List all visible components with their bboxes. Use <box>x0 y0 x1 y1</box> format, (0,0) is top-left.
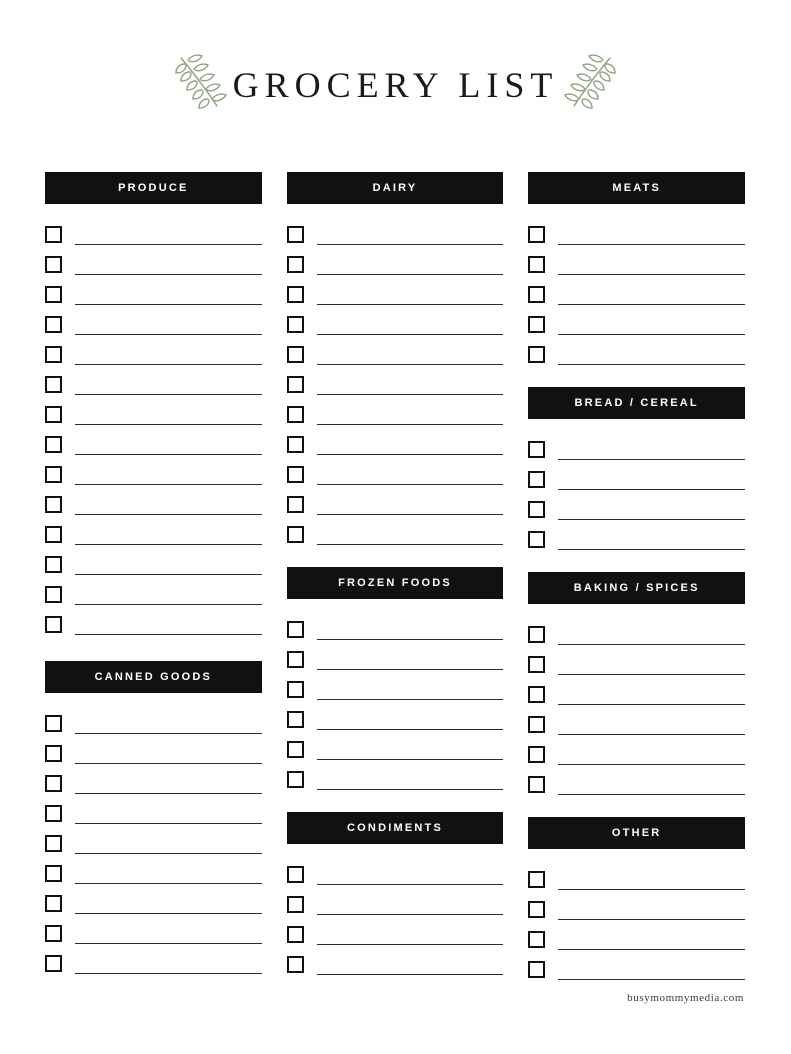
write-in-line-produce-4[interactable] <box>75 315 262 335</box>
rows-other <box>528 860 745 980</box>
write-in-line-produce-3[interactable] <box>75 285 262 305</box>
write-in-line-produce-11[interactable] <box>75 525 262 545</box>
checkbox-frozen-foods-5[interactable] <box>287 741 304 758</box>
list-item <box>45 425 262 455</box>
list-item <box>528 705 745 735</box>
section-bread-cereal <box>528 387 745 550</box>
list-item <box>287 915 504 945</box>
list-item <box>528 275 745 305</box>
section-condiments <box>287 812 504 975</box>
section-header-other: OTHER <box>528 817 745 849</box>
checkbox-canned-goods-4[interactable] <box>45 805 62 822</box>
section-header-produce: PRODUCE <box>45 172 262 204</box>
write-in-line-produce-7[interactable] <box>75 405 262 425</box>
checkbox-canned-goods-5[interactable] <box>45 835 62 852</box>
checkbox-dairy-7[interactable] <box>287 406 304 423</box>
write-in-line-canned-goods-1[interactable] <box>75 714 262 734</box>
list-item <box>528 765 745 795</box>
list-item <box>45 605 262 635</box>
list-item <box>287 760 504 790</box>
list-item <box>287 215 504 245</box>
list-item <box>287 640 504 670</box>
write-in-line-produce-5[interactable] <box>75 345 262 365</box>
list-item <box>528 675 745 705</box>
list-item <box>287 670 504 700</box>
write-in-line-produce-13[interactable] <box>75 585 262 605</box>
checkbox-canned-goods-8[interactable] <box>45 925 62 942</box>
section-baking-spices <box>528 572 745 795</box>
checkbox-bread-cereal-1[interactable] <box>528 441 545 458</box>
write-in-line-canned-goods-7[interactable] <box>75 894 262 914</box>
write-in-line-dairy-3[interactable] <box>317 285 504 305</box>
list-item <box>287 335 504 365</box>
checkbox-frozen-foods-1[interactable] <box>287 621 304 638</box>
checkbox-condiments-2[interactable] <box>287 896 304 913</box>
list-item <box>287 485 504 515</box>
list-item <box>528 245 745 275</box>
write-in-line-produce-8[interactable] <box>75 435 262 455</box>
checkbox-canned-goods-9[interactable] <box>45 955 62 972</box>
list-item <box>45 854 262 884</box>
write-in-line-meats-4[interactable] <box>558 315 745 335</box>
list-column-2 <box>287 172 504 980</box>
checkbox-dairy-6[interactable] <box>287 376 304 393</box>
section-header-condiments: CONDIMENTS <box>287 812 504 844</box>
write-in-line-produce-2[interactable] <box>75 255 262 275</box>
write-in-line-other-1[interactable] <box>558 870 745 890</box>
list-item <box>528 645 745 675</box>
rows-baking-spices <box>528 615 745 795</box>
list-columns <box>45 172 745 980</box>
checkbox-canned-goods-7[interactable] <box>45 895 62 912</box>
list-item <box>287 365 504 395</box>
rows-produce <box>45 215 262 635</box>
checkbox-produce-7[interactable] <box>45 406 62 423</box>
list-item <box>528 615 745 645</box>
write-in-line-dairy-6[interactable] <box>317 375 504 395</box>
list-item <box>287 245 504 275</box>
write-in-line-other-2[interactable] <box>558 900 745 920</box>
list-item <box>45 275 262 305</box>
list-item <box>45 545 262 575</box>
checkbox-produce-13[interactable] <box>45 586 62 603</box>
list-item <box>45 215 262 245</box>
section-header-bread-cereal: BREAD / CEREAL <box>528 387 745 419</box>
write-in-line-dairy-1[interactable] <box>317 225 504 245</box>
section-meats <box>528 172 745 365</box>
checkbox-dairy-3[interactable] <box>287 286 304 303</box>
write-in-line-other-3[interactable] <box>558 930 745 950</box>
list-item <box>45 944 262 974</box>
checkbox-produce-9[interactable] <box>45 466 62 483</box>
section-header-canned-goods: CANNED GOODS <box>45 661 262 693</box>
list-item <box>45 245 262 275</box>
list-item <box>45 794 262 824</box>
write-in-line-baking-spices-3[interactable] <box>558 685 745 705</box>
checkbox-bread-cereal-4[interactable] <box>528 531 545 548</box>
list-item <box>45 734 262 764</box>
write-in-line-bread-cereal-1[interactable] <box>558 440 745 460</box>
checkbox-condiments-1[interactable] <box>287 866 304 883</box>
write-in-line-frozen-foods-1[interactable] <box>317 620 504 640</box>
write-in-line-meats-2[interactable] <box>558 255 745 275</box>
checkbox-dairy-4[interactable] <box>287 316 304 333</box>
checkbox-canned-goods-1[interactable] <box>45 715 62 732</box>
checkbox-other-2[interactable] <box>528 901 545 918</box>
write-in-line-condiments-1[interactable] <box>317 865 504 885</box>
write-in-line-canned-goods-9[interactable] <box>75 954 262 974</box>
write-in-line-meats-5[interactable] <box>558 345 745 365</box>
section-canned-goods <box>45 661 262 974</box>
checkbox-produce-8[interactable] <box>45 436 62 453</box>
checkbox-baking-spices-5[interactable] <box>528 746 545 763</box>
section-produce <box>45 172 262 635</box>
list-item <box>528 490 745 520</box>
section-dairy <box>287 172 504 545</box>
section-other <box>528 817 745 980</box>
rows-frozen-foods <box>287 610 504 790</box>
checkbox-other-1[interactable] <box>528 871 545 888</box>
checkbox-condiments-4[interactable] <box>287 956 304 973</box>
write-in-line-canned-goods-2[interactable] <box>75 744 262 764</box>
write-in-line-produce-1[interactable] <box>75 225 262 245</box>
list-item <box>528 335 745 365</box>
checkbox-meats-5[interactable] <box>528 346 545 363</box>
write-in-line-other-4[interactable] <box>558 960 745 980</box>
list-item <box>528 920 745 950</box>
list-item <box>45 764 262 794</box>
write-in-line-baking-spices-6[interactable] <box>558 775 745 795</box>
list-item <box>287 455 504 485</box>
checkbox-produce-6[interactable] <box>45 376 62 393</box>
checkbox-produce-10[interactable] <box>45 496 62 513</box>
checkbox-dairy-9[interactable] <box>287 466 304 483</box>
write-in-line-frozen-foods-4[interactable] <box>317 710 504 730</box>
rows-condiments <box>287 855 504 975</box>
checkbox-canned-goods-2[interactable] <box>45 745 62 762</box>
rows-dairy <box>287 215 504 545</box>
list-item <box>287 305 504 335</box>
checkbox-produce-5[interactable] <box>45 346 62 363</box>
checkbox-baking-spices-1[interactable] <box>528 626 545 643</box>
write-in-line-produce-6[interactable] <box>75 375 262 395</box>
section-header-meats: MEATS <box>528 172 745 204</box>
list-item <box>45 365 262 395</box>
write-in-line-bread-cereal-4[interactable] <box>558 530 745 550</box>
write-in-line-meats-1[interactable] <box>558 225 745 245</box>
page-title: GROCERY LIST <box>232 65 559 105</box>
rows-meats <box>528 215 745 365</box>
write-in-line-baking-spices-5[interactable] <box>558 745 745 765</box>
write-in-line-condiments-4[interactable] <box>317 955 504 975</box>
write-in-line-dairy-9[interactable] <box>317 465 504 485</box>
list-item <box>45 575 262 605</box>
checkbox-other-4[interactable] <box>528 961 545 978</box>
checkbox-condiments-3[interactable] <box>287 926 304 943</box>
write-in-line-canned-goods-4[interactable] <box>75 804 262 824</box>
section-header-frozen-foods: FROZEN FOODS <box>287 567 504 599</box>
checkbox-produce-2[interactable] <box>45 256 62 273</box>
list-item <box>528 860 745 890</box>
write-in-line-canned-goods-5[interactable] <box>75 834 262 854</box>
checkbox-baking-spices-4[interactable] <box>528 716 545 733</box>
list-item <box>528 950 745 980</box>
write-in-line-produce-14[interactable] <box>75 615 262 635</box>
list-item <box>287 425 504 455</box>
checkbox-meats-4[interactable] <box>528 316 545 333</box>
write-in-line-canned-goods-8[interactable] <box>75 924 262 944</box>
write-in-line-frozen-foods-6[interactable] <box>317 770 504 790</box>
list-item <box>528 735 745 765</box>
list-item <box>45 395 262 425</box>
list-item <box>528 305 745 335</box>
checkbox-meats-1[interactable] <box>528 226 545 243</box>
list-item <box>287 885 504 915</box>
list-item <box>45 884 262 914</box>
list-item <box>45 515 262 545</box>
site-credit: busymommymedia.com <box>627 992 744 1004</box>
list-item <box>45 824 262 854</box>
write-in-line-bread-cereal-3[interactable] <box>558 500 745 520</box>
write-in-line-frozen-foods-3[interactable] <box>317 680 504 700</box>
list-item <box>287 515 504 545</box>
write-in-line-frozen-foods-5[interactable] <box>317 740 504 760</box>
list-item <box>45 335 262 365</box>
checkbox-baking-spices-2[interactable] <box>528 656 545 673</box>
write-in-line-baking-spices-4[interactable] <box>558 715 745 735</box>
checkbox-dairy-1[interactable] <box>287 226 304 243</box>
checkbox-dairy-5[interactable] <box>287 346 304 363</box>
list-item <box>287 275 504 305</box>
list-item <box>45 305 262 335</box>
write-in-line-produce-9[interactable] <box>75 465 262 485</box>
checkbox-meats-3[interactable] <box>528 286 545 303</box>
checkbox-produce-11[interactable] <box>45 526 62 543</box>
list-item <box>287 700 504 730</box>
list-item <box>287 855 504 885</box>
list-item <box>45 704 262 734</box>
list-item <box>45 914 262 944</box>
checkbox-frozen-foods-2[interactable] <box>287 651 304 668</box>
list-item <box>287 395 504 425</box>
checkbox-baking-spices-3[interactable] <box>528 686 545 703</box>
checkbox-bread-cereal-3[interactable] <box>528 501 545 518</box>
write-in-line-baking-spices-1[interactable] <box>558 625 745 645</box>
write-in-line-bread-cereal-2[interactable] <box>558 470 745 490</box>
page-header <box>0 30 791 140</box>
list-item <box>528 460 745 490</box>
checkbox-produce-12[interactable] <box>45 556 62 573</box>
rows-bread-cereal <box>528 430 745 550</box>
checkbox-dairy-2[interactable] <box>287 256 304 273</box>
checkbox-produce-14[interactable] <box>45 616 62 633</box>
list-item <box>45 485 262 515</box>
checkbox-produce-1[interactable] <box>45 226 62 243</box>
laurel-sprig-left-icon <box>173 50 233 120</box>
write-in-line-dairy-7[interactable] <box>317 405 504 425</box>
write-in-line-dairy-4[interactable] <box>317 315 504 335</box>
write-in-line-baking-spices-2[interactable] <box>558 655 745 675</box>
list-item <box>528 430 745 460</box>
write-in-line-canned-goods-6[interactable] <box>75 864 262 884</box>
checkbox-dairy-8[interactable] <box>287 436 304 453</box>
write-in-line-frozen-foods-2[interactable] <box>317 650 504 670</box>
write-in-line-dairy-11[interactable] <box>317 525 504 545</box>
write-in-line-meats-3[interactable] <box>558 285 745 305</box>
list-item <box>287 610 504 640</box>
checkbox-meats-2[interactable] <box>528 256 545 273</box>
write-in-line-condiments-2[interactable] <box>317 895 504 915</box>
checkbox-baking-spices-6[interactable] <box>528 776 545 793</box>
checkbox-canned-goods-3[interactable] <box>45 775 62 792</box>
checkbox-dairy-10[interactable] <box>287 496 304 513</box>
checkbox-frozen-foods-3[interactable] <box>287 681 304 698</box>
list-column-3 <box>528 172 745 980</box>
write-in-line-dairy-10[interactable] <box>317 495 504 515</box>
write-in-line-dairy-8[interactable] <box>317 435 504 455</box>
list-item <box>528 215 745 245</box>
checkbox-dairy-11[interactable] <box>287 526 304 543</box>
write-in-line-dairy-5[interactable] <box>317 345 504 365</box>
list-item <box>528 890 745 920</box>
checkbox-frozen-foods-6[interactable] <box>287 771 304 788</box>
laurel-sprig-right-icon <box>558 50 618 120</box>
list-item <box>287 730 504 760</box>
write-in-line-produce-10[interactable] <box>75 495 262 515</box>
section-frozen-foods <box>287 567 504 790</box>
checkbox-frozen-foods-4[interactable] <box>287 711 304 728</box>
checkbox-produce-3[interactable] <box>45 286 62 303</box>
rows-canned-goods <box>45 704 262 974</box>
write-in-line-dairy-2[interactable] <box>317 255 504 275</box>
write-in-line-produce-12[interactable] <box>75 555 262 575</box>
write-in-line-condiments-3[interactable] <box>317 925 504 945</box>
grocery-list-page <box>0 30 791 1054</box>
list-item <box>287 945 504 975</box>
list-column-1 <box>45 172 262 980</box>
checkbox-bread-cereal-2[interactable] <box>528 471 545 488</box>
checkbox-produce-4[interactable] <box>45 316 62 333</box>
checkbox-other-3[interactable] <box>528 931 545 948</box>
list-item <box>45 455 262 485</box>
write-in-line-canned-goods-3[interactable] <box>75 774 262 794</box>
section-header-baking-spices: BAKING / SPICES <box>528 572 745 604</box>
checkbox-canned-goods-6[interactable] <box>45 865 62 882</box>
section-header-dairy: DAIRY <box>287 172 504 204</box>
list-item <box>528 520 745 550</box>
